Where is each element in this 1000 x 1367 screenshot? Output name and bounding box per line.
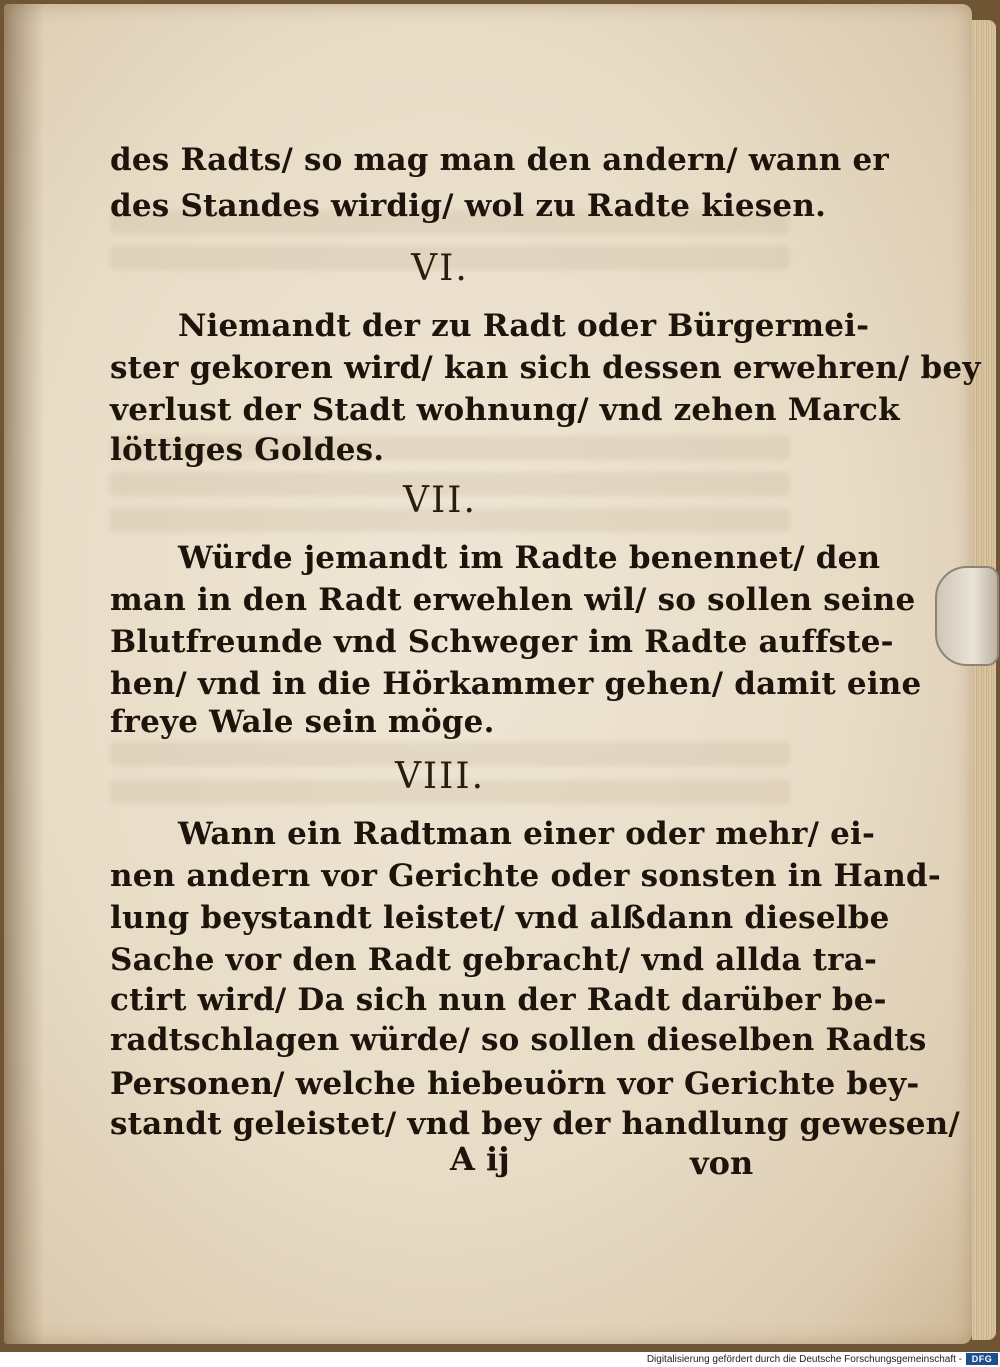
text-line: man in den Radt erwehlen wil/ so sollen seine bbox=[110, 582, 916, 618]
section-numeral: VII. bbox=[403, 480, 477, 521]
dfg-attribution: Digitalisierung gefördert durch die Deutsche Forschungsgemeinschaft - bbox=[646, 1354, 962, 1365]
text-line: ctirt wird/ Da sich nun der Radt darüber be- bbox=[110, 982, 887, 1018]
text-line: des Radts/ so mag man den andern/ wann er bbox=[110, 142, 889, 178]
section-numeral: VIII. bbox=[394, 756, 486, 797]
book-gutter-shadow bbox=[4, 4, 44, 1344]
text-line: verlust der Stadt wohnung/ vnd zehen Marck bbox=[110, 392, 900, 428]
text-line: des Standes wirdig/ wol zu Radte kiesen. bbox=[110, 188, 827, 224]
text-line: standt geleistet/ vnd bey der handlung gewesen/ bbox=[110, 1106, 960, 1142]
text-line: hen/ vnd in die Hörkammer gehen/ damit eine bbox=[110, 666, 922, 702]
section-numeral: VI. bbox=[411, 248, 469, 289]
text-line: löttiges Goldes. bbox=[110, 432, 385, 468]
text-line: Sache vor den Radt gebracht/ vnd allda tra- bbox=[110, 942, 878, 978]
text-line: freye Wale sein möge. bbox=[110, 704, 495, 740]
catchword: von bbox=[690, 1144, 754, 1182]
signature-mark: A ij bbox=[450, 1140, 510, 1178]
text-line: lung beystandt leistet/ vnd alßdann dieselbe bbox=[110, 900, 890, 936]
text-line: Niemandt der zu Radt oder Bürgermei- bbox=[178, 308, 870, 344]
text-line: radtschlagen würde/ so sollen dieselben Radts bbox=[110, 1022, 927, 1058]
text-line: nen andern vor Gerichte oder sonsten in Hand- bbox=[110, 858, 941, 894]
page-edges bbox=[972, 20, 996, 1340]
text-line: Personen/ welche hiebeuörn vor Gerichte bey- bbox=[110, 1066, 920, 1102]
dfg-logo: DFG bbox=[966, 1353, 998, 1365]
text-line: Blutfreunde vnd Schweger im Radte auffste- bbox=[110, 624, 894, 660]
book-clip bbox=[935, 566, 999, 666]
text-line: Wann ein Radtman einer oder mehr/ ei- bbox=[178, 816, 876, 852]
text-line: Würde jemandt im Radte benennet/ den bbox=[178, 540, 881, 576]
text-line: ster gekoren wird/ kan sich dessen erwehren/ bey bbox=[110, 350, 981, 386]
